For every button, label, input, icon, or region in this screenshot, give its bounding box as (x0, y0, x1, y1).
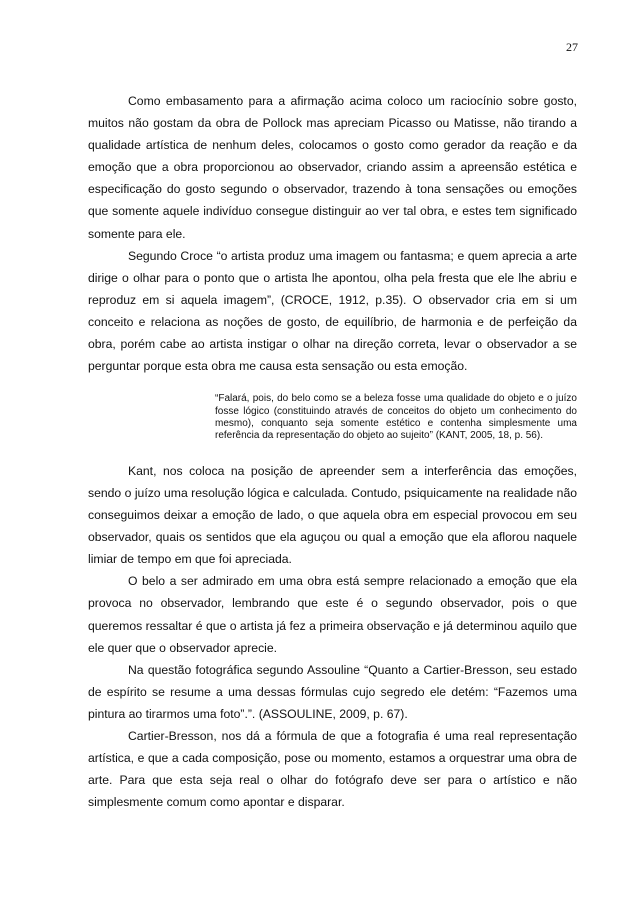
paragraph: Kant, nos coloca na posição de apreender sem a interferência das emoções, sendo o juízo uma resolução lógica e calculada. Contudo, psiquicamente na realidade não conseguimos deixar a emoção de lado, o que aquela obra em especial provocou em seu observador, quais os sentidos que ela aguçou ou qual a emoção que ela aflorou naquele limiar de tempo em que foi apreciada. (88, 463, 577, 567)
paragraph: Cartier-Bresson, nos dá a fórmula de que a fotografia é uma real representação artística, e que a cada composição, pose ou momento, estamos a orquestrar uma obra de arte. Para que esta seja real o olhar do fotógrafo deve ser para o artístico e não simplesmente comum como apontar e disparar. (88, 728, 577, 810)
paragraph: Na questão fotográfica segundo Assouline “Quanto a Cartier-Bresson, seu estado de espírito se resume a uma dessas fórmulas cujo segredo ele detém: “Fazemos uma pintura ao tirarmos uma foto”.”. (ASSOULINE, 2009, p. 67). (88, 662, 577, 721)
block-quote: “Falará, pois, do belo como se a beleza fosse uma qualidade do objeto e o juízo fosse lógico (constituindo através de conceitos do objeto um conhecimento do mesmo), conquanto seja somente estético e contenha simplesmente uma referência da representação do objeto ao sujeito” (KANT, 2005, 18, p. 56). (215, 393, 577, 442)
paragraph: O belo a ser admirado em uma obra está sempre relacionado a emoção que ela provoca no observador, lembrando que este é o segundo observador, pois o que queremos ressaltar é que o artista já fez a primeira observação e já determinou aquilo que ele quer que o observador aprecie. (88, 574, 577, 655)
page-number: 27 (566, 40, 578, 54)
paragraph: Segundo Croce “o artista produz uma imagem ou fantasma; e quem aprecia a arte dirige o olhar para o ponto que o artista lhe apontou, olha pela fresta que ele lhe abriu e reproduz em si aquela imagem”, (CROCE, 1912, p.35). O observador cria em si um conceito e relaciona as noções de gosto, de equilíbrio, de harmonia e de perfeição da obra, porém cabe ao artista instigar o olhar na direção correta, levar o observador a se perguntar porque esta obra me causa esta sensação ou esta emoção. (88, 248, 577, 374)
body-text (88, 90, 577, 813)
paragraph: Como embasamento para a afirmação acima coloco um raciocínio sobre gosto, muitos não gostam da obra de Pollock mas apreciam Picasso ou Matisse, não tirando a qualidade artística de nenhum deles, colocamos o gosto como gerador da reação e da emoção que a obra proporcionou ao observador, criando assim a apreensão estética e especificação do gosto segundo o observador, trazendo à tona sensações ou emoções que somente aquele indivíduo consegue distinguir ao ver tal obra, e estes tem significado somente para ele. (88, 94, 577, 241)
